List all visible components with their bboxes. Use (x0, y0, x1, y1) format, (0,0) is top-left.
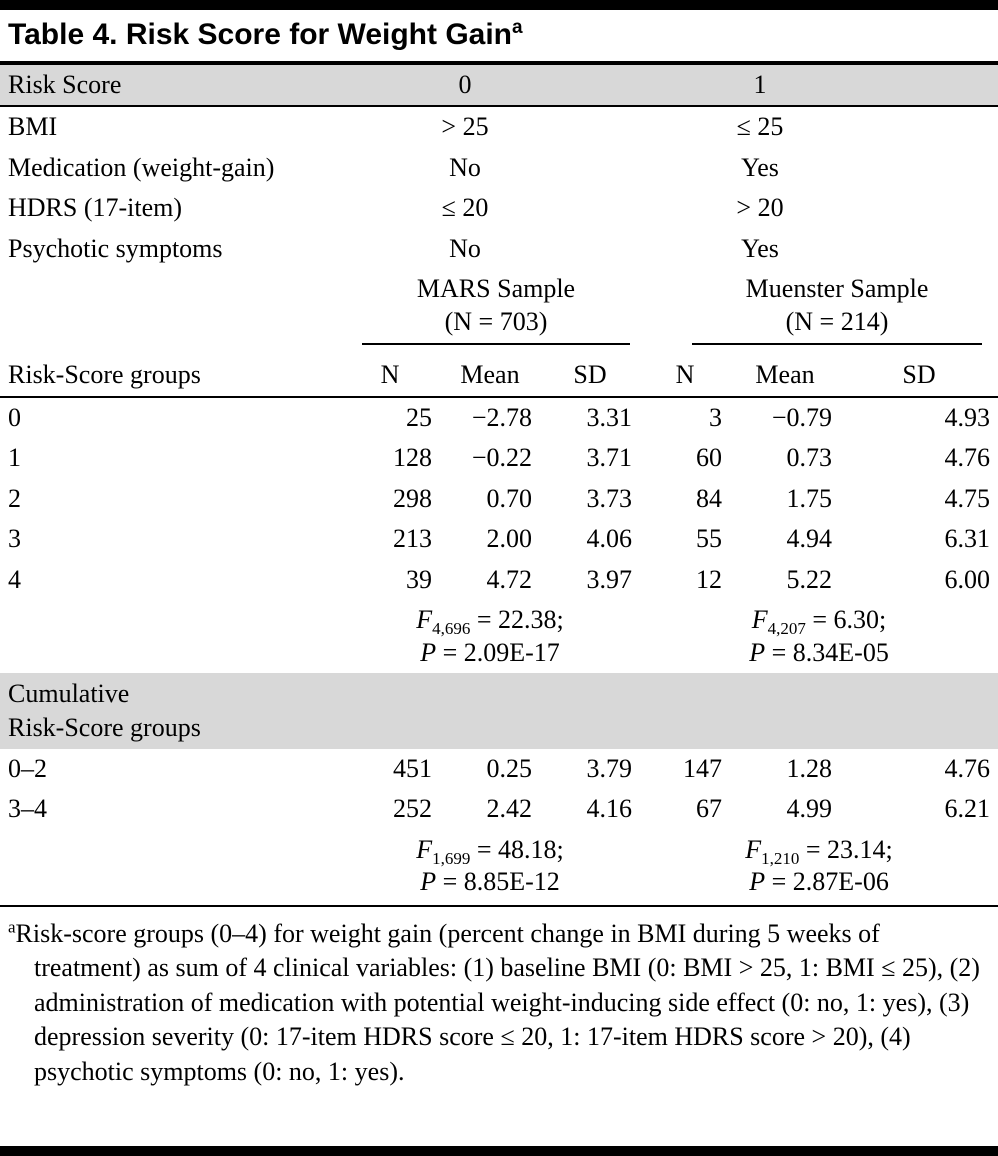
n-value: 128 (393, 443, 432, 472)
n-value: 298 (393, 483, 432, 513)
footnote-text: Risk-score groups (0–4) for weight gain (percent change in BMI during 5 weeks of treatment) as sum of 4 clinical variables: (1) baseline BMI (0: BMI > 25, 1: BMI ≤ 25), (2) administration of medication with potential weight-inducing side effect (0: no, 1: yes), (3) depression severity (0: 17-item HDRS score ≤ 20, 1: 17-item HDRS score > 20), (4) psychotic symptoms (0: no, 1: yes). (15, 918, 980, 1086)
spacer-cell (0, 830, 340, 903)
score0-value: > 25 (441, 112, 489, 141)
spacer-cell (930, 65, 998, 107)
f-symbol: F (745, 834, 762, 864)
group-label: 2 (8, 483, 21, 513)
risk-score-results-table (0, 269, 998, 903)
group-label: 3–4 (8, 794, 47, 824)
score0-value: No (449, 233, 481, 263)
muenster-cumulative-anova-stats (640, 830, 998, 903)
sample-header-row (0, 269, 998, 349)
mean-value: 5.22 (786, 564, 833, 594)
score0-value: ≤ 20 (441, 193, 489, 222)
sd-value: 4.06 (586, 524, 633, 553)
sample-name: MARS Sample (416, 274, 576, 303)
table-row (0, 438, 998, 479)
f-value: = 48.18; (470, 834, 564, 864)
p-value-line (648, 866, 990, 899)
spacer-cell (930, 188, 998, 229)
p-value: = 8.34E-05 (765, 637, 889, 667)
mean-value: 0.70 (486, 483, 532, 513)
sd-value: 4.76 (944, 443, 991, 472)
risk-score-header-row (0, 65, 998, 107)
group-label: 0 (8, 402, 21, 432)
p-symbol: P (420, 867, 437, 897)
spacer-cell (930, 148, 998, 189)
table-row (0, 397, 998, 439)
f-statistic (648, 834, 990, 867)
variable-label: Medication (weight-gain) (8, 152, 275, 182)
mars-sample-header (340, 269, 640, 349)
p-value: = 2.09E-17 (436, 637, 560, 667)
sd-value: 6.00 (944, 564, 991, 594)
p-symbol: P (749, 867, 766, 897)
mean-value: 4.94 (786, 524, 833, 553)
variable-label: Psychotic symptoms (8, 233, 223, 263)
column-header-row (0, 349, 998, 397)
sd-value: 4.93 (944, 402, 991, 432)
mean-value: 2.00 (486, 524, 532, 553)
n-value: 67 (696, 794, 723, 824)
group-label: 1 (8, 443, 21, 472)
p-value-line (348, 866, 632, 899)
muenster-anova-stats (640, 600, 998, 673)
sd-value: 3.71 (586, 443, 633, 472)
n-value: 451 (393, 753, 432, 783)
n-value: 252 (393, 794, 432, 824)
score1-value: Yes (741, 152, 779, 182)
n-value: 3 (709, 402, 723, 432)
mean-value: 0.73 (786, 443, 833, 472)
n-value: 25 (406, 402, 432, 432)
f-df-subscript: 4,696 (432, 619, 471, 639)
muenster-sample-header (640, 269, 998, 349)
col-header-sd: SD (840, 349, 998, 397)
mean-value: 4.72 (486, 564, 532, 594)
sd-value: 4.75 (944, 483, 991, 513)
group-label: 4 (8, 564, 21, 594)
p-value-line (648, 637, 990, 670)
p-symbol: P (749, 637, 766, 667)
p-value: = 8.85E-12 (436, 867, 560, 897)
table-row (0, 229, 998, 270)
n-value: 12 (696, 564, 723, 594)
sample-n: (N = 214) (785, 306, 889, 336)
sd-value: 3.79 (586, 753, 633, 783)
mean-value: −2.78 (471, 402, 532, 432)
col-header-mean: Mean (730, 349, 840, 397)
col-header-n: N (340, 349, 440, 397)
footnote-divider-rule (0, 905, 998, 907)
table-title-text: Table 4. Risk Score for Weight Gain (8, 18, 513, 51)
bottom-rule (0, 1146, 998, 1156)
mean-value: 0.25 (486, 753, 532, 783)
group-label: 3 (8, 524, 21, 553)
n-value: 60 (696, 443, 723, 472)
spacer-cell (0, 269, 340, 349)
f-value: = 6.30; (805, 605, 887, 634)
f-symbol: F (416, 605, 433, 634)
score1-value: > 20 (736, 193, 784, 222)
col-header-sd: SD (540, 349, 640, 397)
risk-score-header-label: Risk Score (0, 65, 340, 107)
sd-value: 3.31 (586, 402, 633, 432)
f-statistic (648, 604, 990, 637)
sd-value: 4.76 (944, 753, 991, 783)
col-header-mean: Mean (440, 349, 540, 397)
table-footnote (8, 917, 988, 1090)
variable-label: HDRS (17-item) (8, 193, 183, 222)
risk-score-col0-header: 0 (340, 65, 590, 107)
f-df-subscript: 4,207 (767, 619, 806, 639)
cumulative-header-line2: Risk-Score groups (8, 712, 201, 742)
group-label: 0–2 (8, 753, 47, 783)
p-symbol: P (420, 637, 437, 667)
mean-value: −0.22 (471, 443, 532, 472)
cumulative-header-row (0, 673, 998, 749)
variable-label: BMI (8, 112, 58, 141)
mars-sample-header-inner (362, 273, 630, 345)
sd-value: 4.16 (586, 794, 633, 824)
sd-value: 6.21 (944, 794, 991, 824)
risk-score-definition-table (0, 65, 998, 270)
top-rule (0, 0, 998, 10)
score0-value: No (449, 152, 481, 182)
f-statistic (348, 604, 632, 637)
table-row (0, 789, 998, 830)
table-row (0, 148, 998, 189)
mean-value: 1.75 (786, 483, 833, 513)
stats-row (0, 830, 998, 903)
table-row (0, 749, 998, 790)
table-row (0, 188, 998, 229)
mean-value: 4.99 (786, 794, 833, 824)
mean-value: 1.28 (786, 753, 833, 783)
p-value-line (348, 637, 632, 670)
n-value: 147 (683, 753, 723, 783)
f-symbol: F (416, 834, 433, 864)
sd-value: 3.97 (586, 564, 633, 594)
sd-value: 6.31 (944, 524, 991, 553)
f-value: = 23.14; (799, 834, 893, 864)
table-title-footnote-marker: a (512, 17, 523, 38)
table-row (0, 106, 998, 148)
mars-cumulative-anova-stats (340, 830, 640, 903)
cumulative-header-cell (0, 673, 998, 749)
score1-value: ≤ 25 (736, 112, 784, 141)
n-value: 39 (406, 564, 432, 594)
mars-anova-stats (340, 600, 640, 673)
sd-value: 3.73 (586, 483, 633, 513)
sample-n: (N = 703) (444, 306, 548, 336)
table-row (0, 560, 998, 601)
n-value: 55 (696, 524, 723, 553)
f-symbol: F (751, 605, 768, 634)
spacer-cell (0, 600, 340, 673)
table-row (0, 519, 998, 560)
stats-row (0, 600, 998, 673)
table-title (8, 18, 990, 53)
f-value: = 22.38; (470, 605, 564, 634)
muenster-sample-header-inner (692, 273, 982, 345)
risk-score-col1-header: 1 (590, 65, 930, 107)
footnote-marker: a (8, 916, 16, 936)
col-header-n: N (640, 349, 730, 397)
f-df-subscript: 1,210 (761, 848, 800, 868)
cumulative-header-line1: Cumulative (8, 679, 130, 708)
spacer-cell (930, 229, 998, 270)
row-group-header: Risk-Score groups (0, 349, 340, 397)
table-row (0, 479, 998, 520)
p-value: = 2.87E-06 (765, 867, 889, 897)
mean-value: 2.42 (486, 794, 532, 824)
sample-name: Muenster Sample (745, 274, 929, 303)
score1-value: Yes (741, 233, 779, 263)
spacer-cell (930, 106, 998, 148)
n-value: 213 (393, 524, 432, 553)
n-value: 84 (696, 483, 723, 513)
f-statistic (348, 834, 632, 867)
mean-value: −0.79 (771, 402, 833, 432)
f-df-subscript: 1,699 (432, 848, 471, 868)
